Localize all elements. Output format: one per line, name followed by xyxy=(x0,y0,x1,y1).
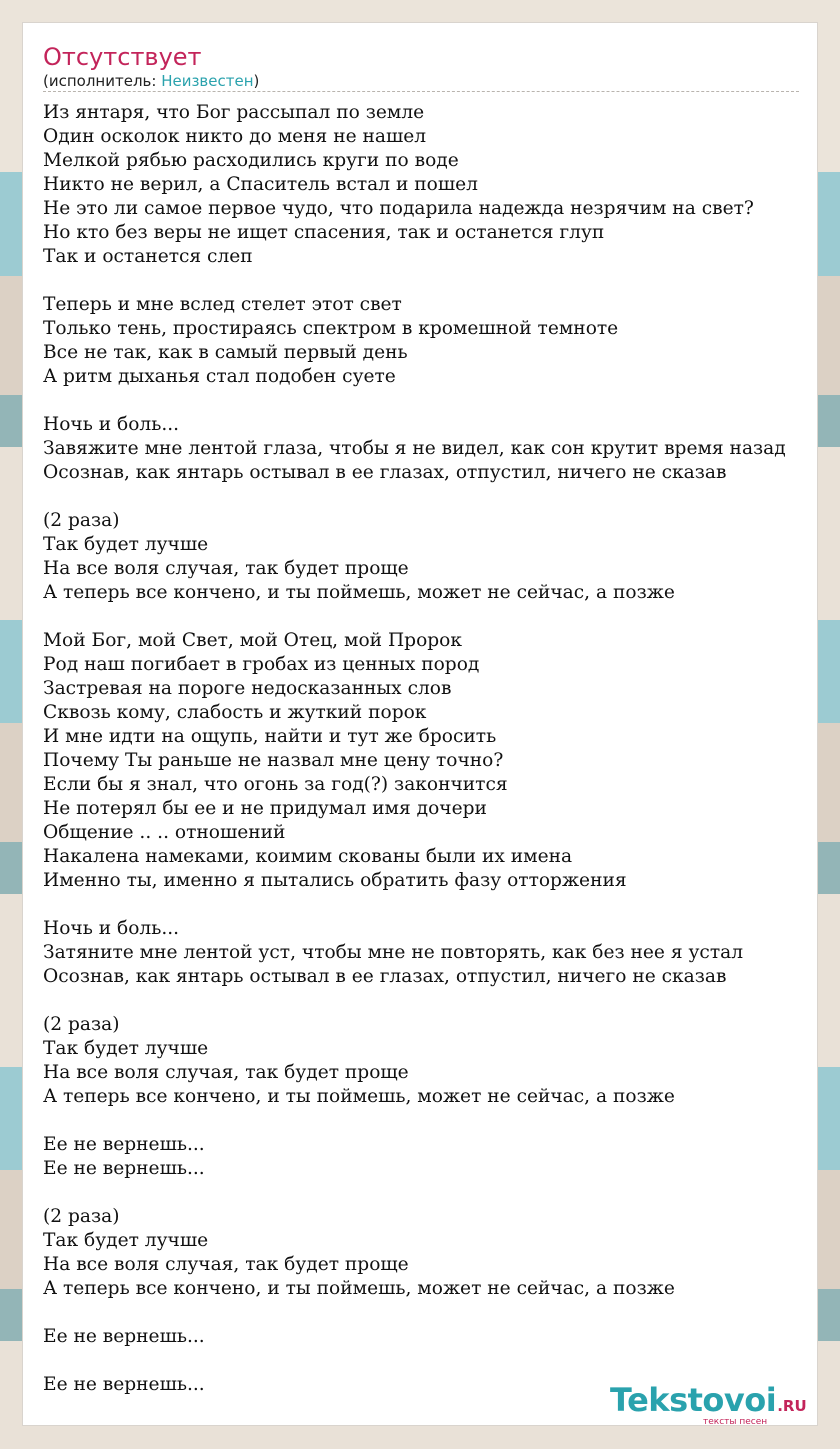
lyrics-blank-line xyxy=(43,1109,786,1133)
lyrics-blank-line xyxy=(43,605,786,629)
artist-suffix: ) xyxy=(253,72,260,90)
lyrics-line: А теперь все кончено, и ты поймешь, может не сейчас, а позже xyxy=(43,582,675,603)
lyrics-blank-line xyxy=(43,1349,786,1373)
lyrics-line: Род наш погибает в гробах из ценных пород xyxy=(43,654,480,675)
lyrics-line: Так будет лучше xyxy=(43,1230,209,1251)
lyrics-line: (2 раза) xyxy=(43,510,120,531)
lyrics-line: (2 раза) xyxy=(43,1014,120,1035)
lyrics-line: Не потерял бы ее и не придумал имя дочери xyxy=(43,798,487,819)
lyrics-line: Мой Бог, мой Свет, мой Отец, мой Пророк xyxy=(43,630,462,651)
title-divider xyxy=(43,91,799,92)
lyrics-line: Осознав, как янтарь остывал в ее глазах, отпустил, ничего не сказав xyxy=(43,966,727,987)
lyrics-line: Накалена намеками, коимим скованы были их имена xyxy=(43,846,573,867)
logo-tagline: тексты песен xyxy=(703,1417,768,1426)
lyrics-line: На все воля случая, так будет проще xyxy=(43,1062,409,1083)
logo-name: Tekstovoi xyxy=(610,1381,777,1419)
lyrics-line: Завяжите мне лентой глаза, чтобы я не видел, как сон крутит время назад xyxy=(43,438,786,459)
lyrics-line: Ее не вернешь... xyxy=(43,1134,205,1155)
lyrics-card xyxy=(22,22,818,1426)
lyrics-line: Сквозь кому, слабость и жуткий порок xyxy=(43,702,427,723)
lyrics-blank-line xyxy=(43,893,786,917)
lyrics-blank-line xyxy=(43,269,786,293)
lyrics-line: Ночь и боль... xyxy=(43,918,180,939)
lyrics-line: Затяните мне лентой уст, чтобы мне не повторять, как без нее я устал xyxy=(43,942,744,963)
lyrics-line: Теперь и мне вслед стелет этот свет xyxy=(43,294,402,315)
lyrics-line: А теперь все кончено, и ты поймешь, может не сейчас, а позже xyxy=(43,1086,675,1107)
artist-prefix: (исполнитель: xyxy=(43,72,162,90)
lyrics-blank-line xyxy=(43,389,786,413)
lyrics-line: Все не так, как в самый первый день xyxy=(43,342,408,363)
lyrics-line: Так и останется слеп xyxy=(43,246,253,267)
lyrics-line: Никто не верил, а Спаситель встал и пошел xyxy=(43,174,478,195)
lyrics-line: Не это ли самое первое чудо, что подарила надежда незрячим на свет? xyxy=(43,198,754,219)
lyrics-line: А ритм дыханья стал подобен суете xyxy=(43,366,396,387)
lyrics-line: Именно ты, именно я пытались обратить фазу отторжения xyxy=(43,870,627,891)
lyrics-line: Ее не вернешь... xyxy=(43,1374,205,1395)
lyrics-line: Из янтаря, что Бог рассыпал по земле xyxy=(43,102,425,123)
logo-tld: .RU xyxy=(777,1397,807,1415)
lyrics-line: Застревая на пороге недосказанных слов xyxy=(43,678,452,699)
artist-link[interactable]: Неизвестен xyxy=(161,72,254,90)
lyrics-line: А теперь все кончено, и ты поймешь, может не сейчас, а позже xyxy=(43,1278,675,1299)
lyrics-line: На все воля случая, так будет проще xyxy=(43,558,409,579)
lyrics-line: Ночь и боль... xyxy=(43,414,180,435)
lyrics-line: Осознав, как янтарь остывал в ее глазах, отпустил, ничего не сказав xyxy=(43,462,727,483)
lyrics-blank-line xyxy=(43,1181,786,1205)
lyrics-blank-line xyxy=(43,485,786,509)
lyrics-line: И мне идти на ощупь, найти и тут же бросить xyxy=(43,726,497,747)
lyrics-line: Так будет лучше xyxy=(43,1038,209,1059)
lyrics-line: (2 раза) xyxy=(43,1206,120,1227)
site-logo[interactable] xyxy=(610,1381,807,1426)
lyrics-line: Мелкой рябью расходились круги по воде xyxy=(43,150,459,171)
lyrics-line: Но кто без веры не ищет спасения, так и останется глуп xyxy=(43,222,605,243)
lyrics-blank-line xyxy=(43,989,786,1013)
lyrics-line: Только тень, простираясь спектром в кромешной темноте xyxy=(43,318,619,339)
lyrics-line: Ее не вернешь... xyxy=(43,1326,205,1347)
lyrics-line: Если бы я знал, что огонь за год(?) закончится xyxy=(43,774,508,795)
lyrics-line: На все воля случая, так будет проще xyxy=(43,1254,409,1275)
song-title: Отсутствует xyxy=(43,43,202,71)
lyrics-line: Ее не вернешь... xyxy=(43,1158,205,1179)
artist-line xyxy=(43,71,259,91)
lyrics-line: Общение .. .. отношений xyxy=(43,822,286,843)
lyrics-blank-line xyxy=(43,1301,786,1325)
lyrics-line: Так будет лучше xyxy=(43,534,209,555)
lyrics-text xyxy=(43,101,786,1397)
lyrics-line: Один осколок никто до меня не нашел xyxy=(43,126,427,147)
lyrics-line: Почему Ты раньше не назвал мне цену точно? xyxy=(43,750,504,771)
